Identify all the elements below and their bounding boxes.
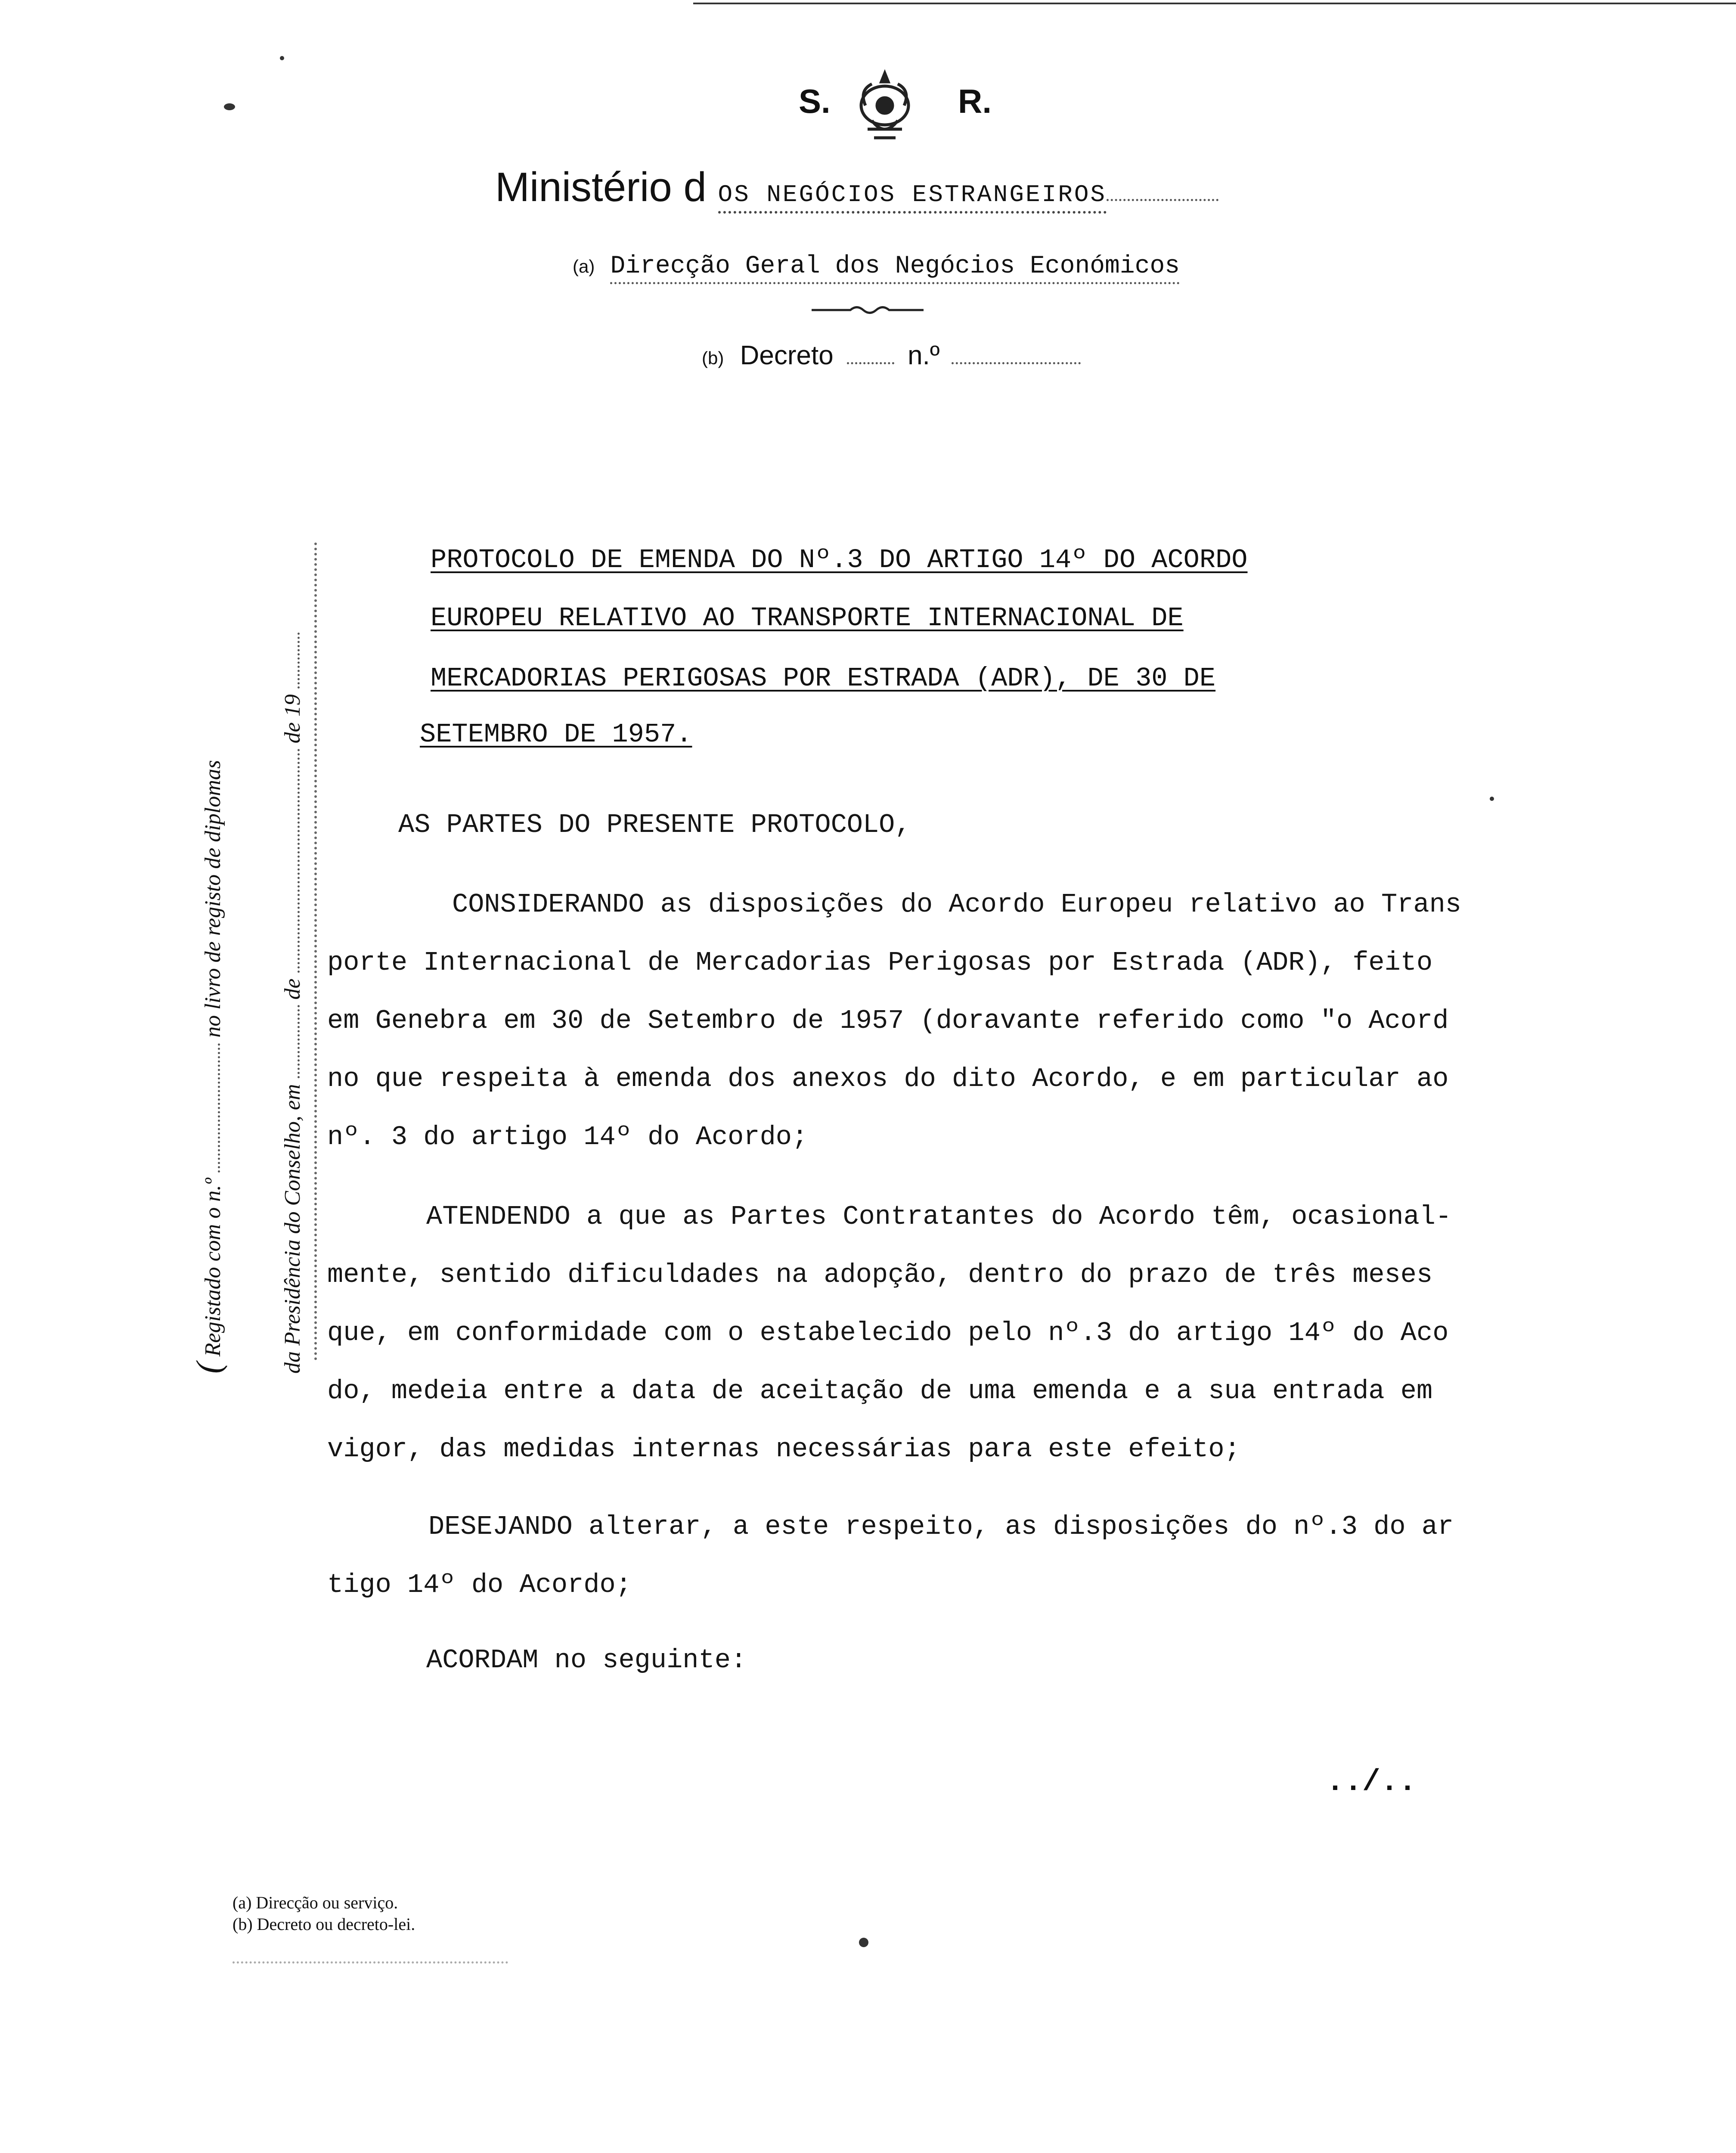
ministry-prefix: Ministério d xyxy=(495,164,707,210)
title-line-1: PROTOCOLO DE EMENDA DO Nº.3 DO ARTIGO 14º DO ACORDO xyxy=(431,545,1248,575)
margin-presidencia-label: da Presidência do Conselho, em xyxy=(280,1084,305,1374)
scan-speck xyxy=(859,1938,868,1947)
divider-flourish xyxy=(809,304,926,316)
direction-line xyxy=(573,250,1180,280)
decreto-number-blank xyxy=(952,359,1081,364)
continuation-mark: ../.. xyxy=(1326,1765,1417,1799)
margin-year-label: de 19 xyxy=(280,694,305,744)
header-sr-left: S. xyxy=(799,82,831,120)
scan-speck xyxy=(280,56,284,60)
body-acordam: ACORDAM no seguinte: xyxy=(426,1645,747,1675)
title-line-4: SETEMBRO DE 1957. xyxy=(420,719,692,750)
margin-dotted-separator xyxy=(314,543,317,1361)
body-atendendo-line-3: que, em conformidade com o estabelecido pelo nº.3 do artigo 14º do Aco xyxy=(327,1318,1449,1348)
body-atendendo-line-1: ATENDENDO a que as Partes Contratantes do Acordo têm, ocasional- xyxy=(426,1201,1452,1232)
margin-register-line-1 xyxy=(189,534,229,1374)
ministry-line xyxy=(495,164,1218,211)
margin-number-blank xyxy=(215,1043,220,1173)
footnote-a: (a) Direcção ou serviço. xyxy=(232,1893,398,1912)
decreto-label: Decreto xyxy=(740,341,834,370)
title-line-2: EUROPEU RELATIVO AO TRANSPORTE INTERNACIONAL DE xyxy=(431,603,1184,633)
margin-registado-label: Registado com o n.º xyxy=(201,1178,225,1357)
direction-footnote-mark: (a) xyxy=(573,256,595,276)
margin-month-blank xyxy=(295,749,300,973)
decreto-line xyxy=(702,340,1081,371)
margin-year-blank xyxy=(295,633,300,689)
faded-print-code xyxy=(232,1961,508,1964)
body-atendendo-line-2: mente, sentido dificuldades na adopção, dentro do prazo de três meses xyxy=(327,1260,1433,1290)
margin-day-blank xyxy=(295,1005,300,1078)
body-desejando-line-1: DESEJANDO alterar, a este respeito, as disposições do nº.3 do ar xyxy=(428,1511,1454,1542)
scan-speck xyxy=(224,103,235,110)
body-considerando-line-3: em Genebra em 30 de Setembro de 1957 (doravante referido como "o Acord xyxy=(327,1005,1449,1036)
margin-register-line-2 xyxy=(280,534,305,1374)
title-line-3: MERCADORIAS PERIGOSAS POR ESTRADA (ADR), DE 30 DE xyxy=(431,663,1216,694)
decreto-blank xyxy=(847,359,894,364)
body-considerando-line-5: nº. 3 do artigo 14º do Acordo; xyxy=(327,1122,808,1152)
decreto-footnote-mark: (b) xyxy=(702,348,724,368)
top-edge-rule xyxy=(693,3,1736,4)
margin-register-box xyxy=(129,534,327,1374)
scan-speck xyxy=(1490,797,1494,801)
coat-of-arms-seal xyxy=(842,65,928,151)
header-sr-right: R. xyxy=(958,82,992,120)
body-atendendo-line-4: do, medeia entre a data de aceitação de uma emenda e a sua entrada em xyxy=(327,1376,1433,1406)
margin-de-label: de xyxy=(280,978,305,1000)
margin-open-paren: ( xyxy=(190,1362,228,1374)
ministry-dotted-tail xyxy=(1107,195,1218,201)
direction-name-fill: Direcção Geral dos Negócios Económicos xyxy=(610,252,1180,284)
body-atendendo-line-5: vigor, das medidas internas necessárias para este efeito; xyxy=(327,1434,1240,1464)
body-considerando-line-2: porte Internacional de Mercadorias Perigosas por Estrada (ADR), feito xyxy=(327,947,1433,978)
body-preamble: AS PARTES DO PRESENTE PROTOCOLO, xyxy=(398,810,911,840)
body-desejando-line-2: tigo 14º do Acordo; xyxy=(327,1570,632,1600)
body-considerando-line-4: no que respeita à emenda dos anexos do dito Acordo, e em particular ao xyxy=(327,1064,1449,1094)
margin-livro-label: no livro de registo de diplomas xyxy=(201,760,225,1038)
decreto-number-label: n.º xyxy=(908,341,940,370)
body-considerando-line-1: CONSIDERANDO as disposições do Acordo Europeu relativo ao Trans xyxy=(452,889,1461,920)
ministry-name-fill: OS NEGÓCIOS ESTRANGEIROS xyxy=(718,181,1107,214)
footnote-b: (b) Decreto ou decreto-lei. xyxy=(232,1914,415,1934)
